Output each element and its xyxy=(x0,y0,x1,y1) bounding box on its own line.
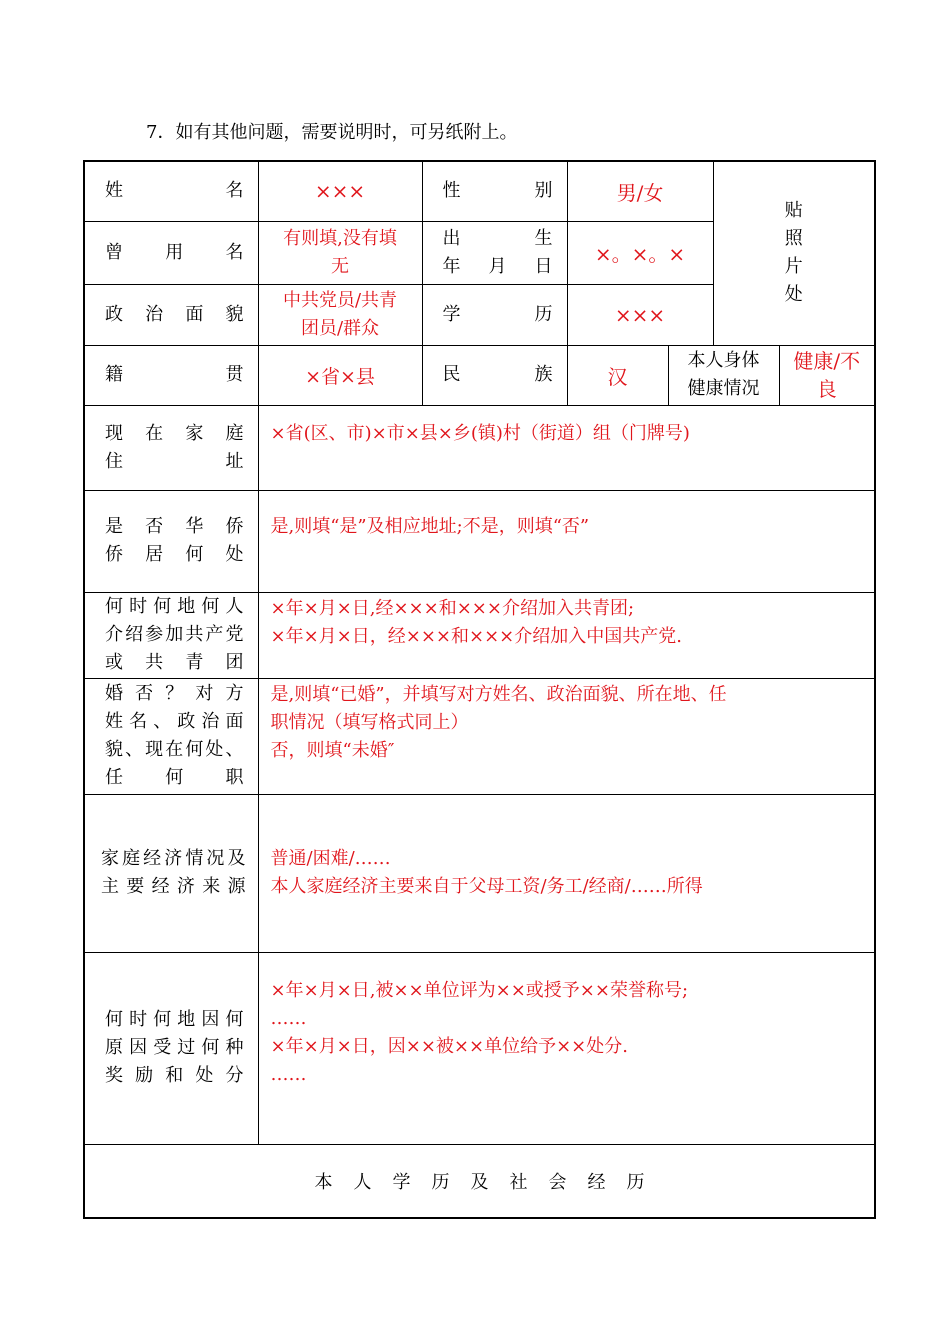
party-label: 何时何地何人 介绍参加共产党 或共青团 xyxy=(84,592,258,678)
education-label: 学历 xyxy=(422,284,567,345)
birth-value: ×。×。× xyxy=(567,221,713,284)
party-value: ×年×月×日,经×××和×××介绍加入共青团; ×年×月×日，经×××和×××介绍加入中国共产党. xyxy=(258,592,875,678)
marriage-value: 是,则填“已婚”，并填写对方姓名、政治面貌、所在地、任 职情况（填写格式同上） 否，则填“未婚″ xyxy=(258,678,875,794)
birth-label: 出生 年月日 xyxy=(422,221,567,284)
row-economy xyxy=(84,794,875,952)
address-value: ×省(区、市)×市×县×乡(镇)村（街道）组（门牌号) xyxy=(258,405,875,490)
former-name-label: 曾用名 xyxy=(84,221,258,284)
reward-label: 何时何地因何 原因受过何种 奖励和处分 xyxy=(84,952,258,1144)
economy-value: 普通/困难/…… 本人家庭经济主要来自于父母工资/务工/经商/……所得 xyxy=(258,794,875,952)
overseas-value: 是,则填“是”及相应地址;不是，则填“否” xyxy=(258,490,875,592)
row-name xyxy=(84,161,875,221)
education-value: ××× xyxy=(567,284,713,345)
gender-label: 性别 xyxy=(422,161,567,221)
address-label: 现在家庭 住址 xyxy=(84,405,258,490)
ethnicity-label: 民族 xyxy=(422,345,567,405)
name-label: 姓名 xyxy=(84,161,258,221)
health-value: 健康/不 良 xyxy=(779,345,875,405)
political-label: 政治面貌 xyxy=(84,284,258,345)
gender-value: 男/女 xyxy=(567,161,713,221)
native-value: ×省×县 xyxy=(258,345,422,405)
political-value: 中共党员/共青 团员/群众 xyxy=(258,284,422,345)
former-name-value: 有则填,没有填 无 xyxy=(258,221,422,284)
photo-placeholder: 贴 照 片 处 xyxy=(713,161,875,345)
overseas-label: 是否华侨 侨居何处 xyxy=(84,490,258,592)
health-label: 本人身体 健康情况 xyxy=(668,345,779,405)
native-label: 籍贯 xyxy=(84,345,258,405)
row-marriage xyxy=(84,678,875,794)
ethnicity-value: 汉 xyxy=(567,345,668,405)
row-reward xyxy=(84,952,875,1144)
row-native xyxy=(84,345,875,405)
row-address xyxy=(84,405,875,490)
row-footer xyxy=(84,1144,875,1218)
economy-label: 家庭经济情况及 主要经济来源 xyxy=(84,794,258,952)
row-overseas xyxy=(84,490,875,592)
name-value: ××× xyxy=(258,161,422,221)
instruction-note: 7．如有其他问题，需要说明时，可另纸附上。 xyxy=(146,122,518,143)
personal-info-form xyxy=(83,160,876,1219)
marriage-label: 婚否？对方 姓名、政治面 貌、现在何处、 任何职 xyxy=(84,678,258,794)
row-party xyxy=(84,592,875,678)
section-heading: 本人学历及社会经历 xyxy=(84,1144,875,1218)
reward-value: ×年×月×日,被××单位评为××或授予××荣誉称号; …… ×年×月×日，因××被××单位给予××处分. …… xyxy=(258,952,875,1144)
